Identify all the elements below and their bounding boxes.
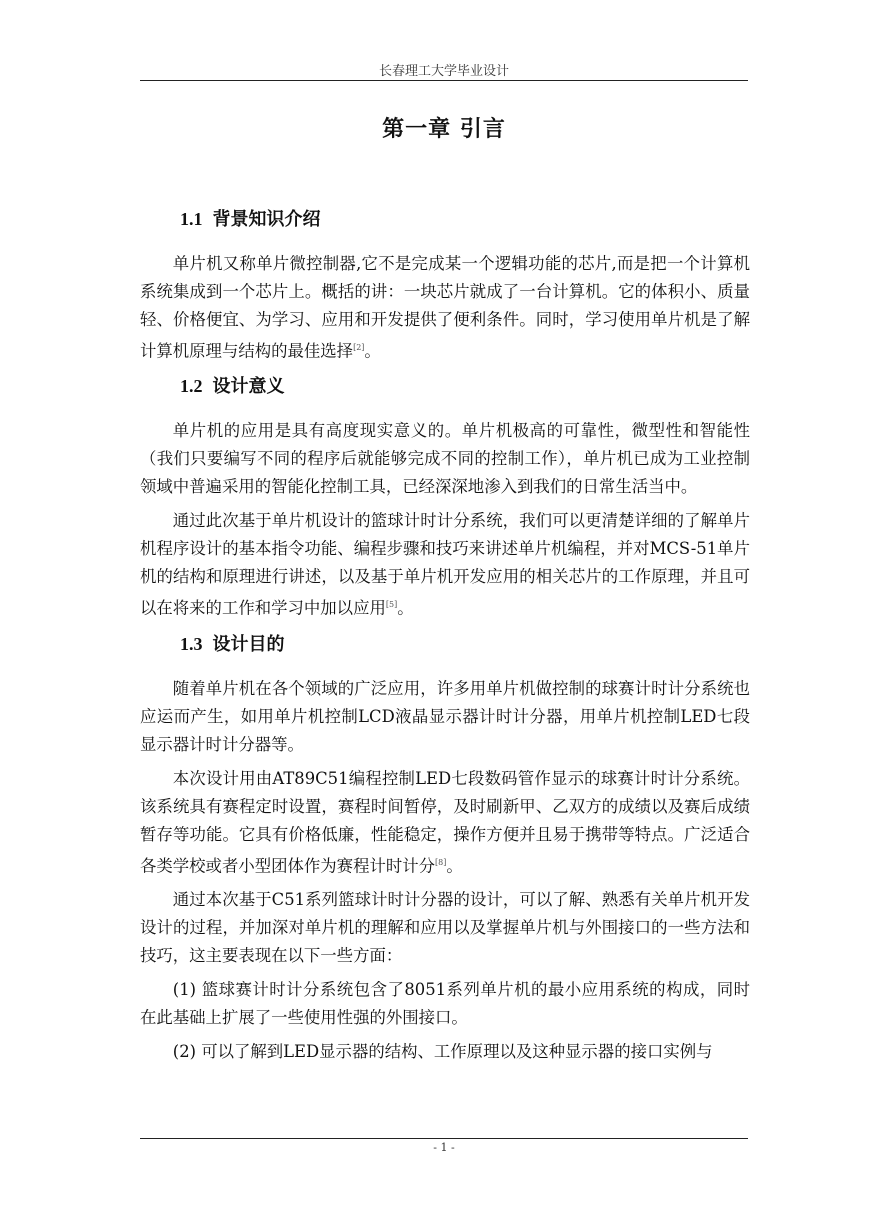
paragraph: 本次设计用由AT89C51编程控制LED七段数码管作显示的球赛计时计分系统。该系统具有赛程定时设置，赛程时间暂停，及时刷新甲、乙双方的成绩以及赛后成绩暂存等功能。它具有价格低廉，性能稳定，操作方便并且易于携带等特点。广泛适合各类学校或者小型团体作为赛程计时计分[8]。: [140, 768, 750, 876]
chapter-title: 第一章 引言: [382, 116, 506, 142]
section-heading-1-2: [180, 371, 750, 401]
paragraph: 通过此次基于单片机设计的篮球计时计分系统，我们可以更清楚详细的了解单片机程序设计的基本指令功能、编程步骤和技巧来讲述单片机编程，并对MCS-51单片机的结构和原理进行讲述，以及基于单片机开发应用的相关芯片的工作原理，并且可以在将来的工作和学习中加以应用[5]。: [140, 511, 750, 618]
paragraph: 单片机又称单片微控制器,它不是完成某一个逻辑功能的芯片,而是把一个计算机系统集成到一个芯片上。概括的讲：一块芯片就成了一台计算机。它的体积小、质量轻、价格便宜、为学习、应用和开发提供了便利条件。同时，学习使用单片机是了解计算机原理与结构的最佳选择[2]。: [140, 254, 750, 361]
paragraph: 随着单片机在各个领域的广泛应用，许多用单片机做控制的球赛计时计分系统也应运而产生，如用单片机控制LCD液晶显示器计时计分器，用单片机控制LED七段显示器计时计分器等。: [140, 678, 750, 754]
citation-marker: [5]: [385, 600, 398, 610]
list-item: (1) 篮球赛计时计分系统包含了8051系列单片机的最小应用系统的构成，同时在此基础上扩展了一些使用性强的外围接口。: [140, 980, 750, 1028]
page-number: - 1 -: [433, 1141, 455, 1154]
paragraph: 通过本次基于C51系列篮球计时计分器的设计，可以了解、熟悉有关单片机开发设计的过程，并加深对单片机的理解和应用以及掌握单片机与外围接口的一些方法和技巧，这主要表现在以下一些方面：: [140, 890, 750, 966]
citation-marker: [8]: [435, 857, 447, 867]
section-number: 1.1: [180, 209, 203, 229]
running-header: 长春理工大学毕业设计: [378, 64, 509, 79]
section-heading-1-3: [180, 629, 750, 659]
section-title: 设计意义: [212, 376, 285, 398]
citation-marker: [2]: [353, 343, 365, 352]
paragraph: 单片机的应用是具有高度现实意义的。单片机极高的可靠性，微型性和智能性（我们只要编写不同的程序后就能够完成不同的控制工作），单片机已成为工业控制领域中普遍采用的智能化控制工具，已经深深地渗入到我们的日常生活当中。: [140, 421, 750, 497]
section-title: 背景知识介绍: [212, 209, 321, 230]
list-item: (2) 可以了解到LED显示器的结构、工作原理以及这种显示器的接口实例与: [172, 1042, 713, 1062]
header-divider: [140, 80, 748, 81]
section-heading-1-1: [180, 204, 750, 234]
section-number: 1.3: [180, 633, 203, 654]
section-number: 1.2: [180, 376, 203, 397]
document-body: [140, 204, 750, 1066]
section-title: 设计目的: [212, 633, 285, 655]
footer-divider: [140, 1138, 748, 1139]
